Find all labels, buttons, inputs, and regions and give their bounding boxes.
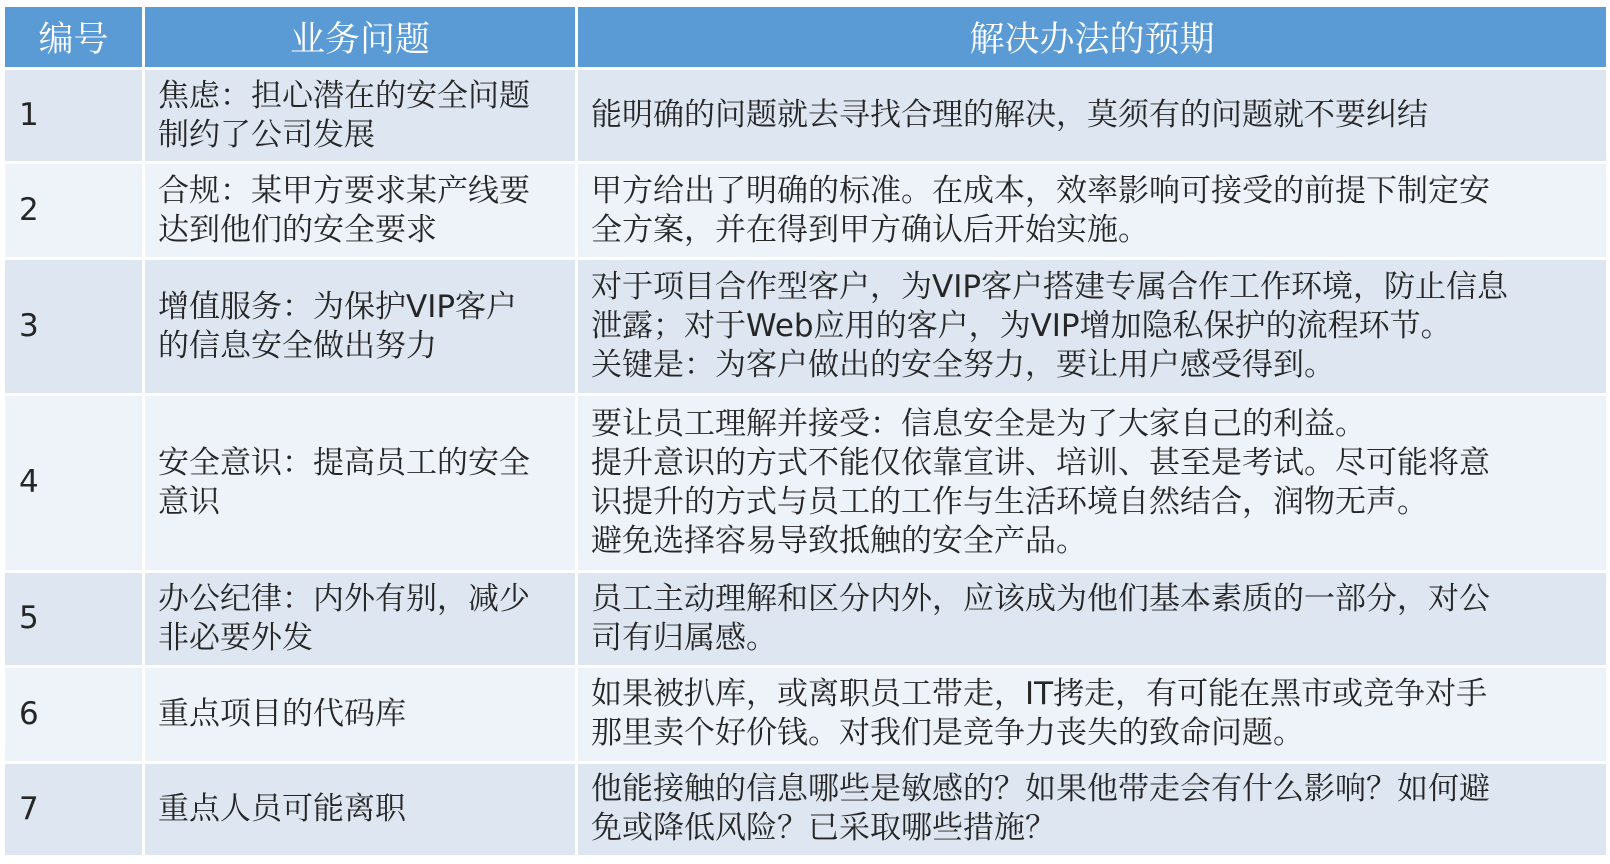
row-expect: 他能接触的信息哪些是敏感的？如果他带走会有什么影响？如何避 免或降低风险？已采取哪些措施？ (577, 762, 1608, 856)
table-row (4, 163, 1608, 259)
issues-table (2, 4, 1609, 858)
row-num: 4 (4, 394, 144, 571)
table-row (4, 571, 1608, 666)
row-num: 7 (4, 762, 144, 856)
table-row (4, 394, 1608, 571)
row-expect: 甲方给出了明确的标准。在成本，效率影响可接受的前提下制定安 全方案，并在得到甲方确认后开始实施。 (577, 163, 1608, 259)
row-expect: 如果被扒库，或离职员工带走，IT拷走，有可能在黑市或竞争对手 那里卖个好价钱。对我们是竞争力丧失的致命问题。 (577, 666, 1608, 762)
row-expect: 员工主动理解和区分内外，应该成为他们基本素质的一部分，对公 司有归属感。 (577, 571, 1608, 666)
header-issue: 业务问题 (144, 6, 577, 69)
row-issue: 增值服务：为保护VIP客户 的信息安全做出努力 (144, 259, 577, 394)
header-expect: 解决办法的预期 (577, 6, 1608, 69)
row-expect: 要让员工理解并接受：信息安全是为了大家自己的利益。 提升意识的方式不能仅依靠宣讲、培训、甚至是考试。尽可能将意 识提升的方式与员工的工作与生活环境自然结合，润物无声。 避免选择容易导致抵触的安全产品。 (577, 394, 1608, 571)
header-num: 编号 (4, 6, 144, 69)
row-num: 5 (4, 571, 144, 666)
table-row (4, 259, 1608, 394)
row-issue: 焦虑：担心潜在的安全问题 制约了公司发展 (144, 69, 577, 163)
table-row (4, 762, 1608, 856)
row-num: 1 (4, 69, 144, 163)
table-row (4, 69, 1608, 163)
row-expect: 对于项目合作型客户，为VIP客户搭建专属合作工作环境，防止信息 泄露；对于Web应用的客户，为VIP增加隐私保护的流程环节。 关键是：为客户做出的安全努力，要让用户感受得到。 (577, 259, 1608, 394)
row-issue: 办公纪律：内外有别，减少 非必要外发 (144, 571, 577, 666)
row-num: 3 (4, 259, 144, 394)
header-row (4, 6, 1608, 69)
row-num: 2 (4, 163, 144, 259)
row-expect: 能明确的问题就去寻找合理的解决，莫须有的问题就不要纠结 (577, 69, 1608, 163)
row-issue: 重点人员可能离职 (144, 762, 577, 856)
table-row (4, 666, 1608, 762)
row-issue: 安全意识：提高员工的安全 意识 (144, 394, 577, 571)
row-issue: 合规：某甲方要求某产线要 达到他们的安全要求 (144, 163, 577, 259)
row-issue: 重点项目的代码库 (144, 666, 577, 762)
row-num: 6 (4, 666, 144, 762)
